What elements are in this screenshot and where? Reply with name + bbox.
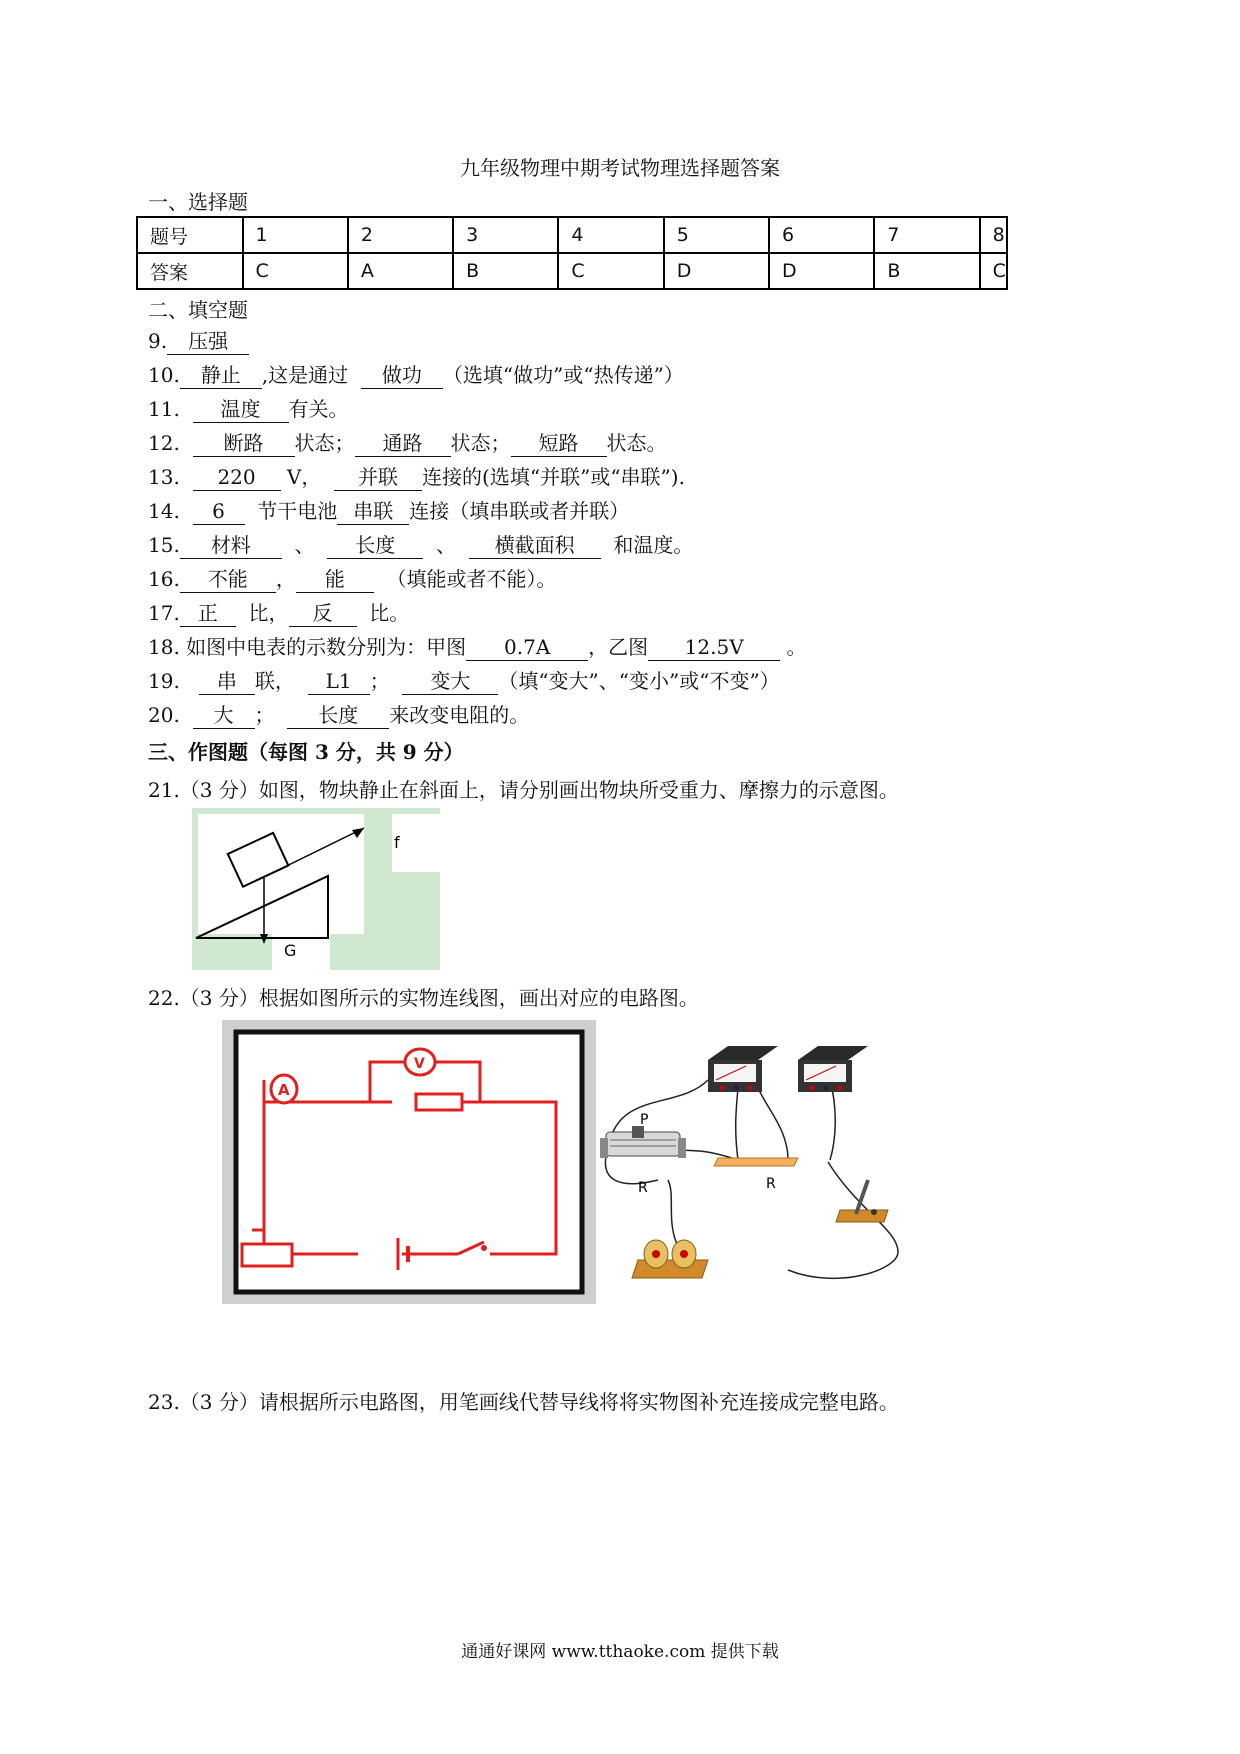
answer-table (136, 216, 1008, 290)
resistor-symbol (416, 1094, 462, 1110)
question-11: 11. 温度 有关。 (148, 397, 349, 421)
question-12: 12. 断路 状态； 通路 状态； 短路 状态。 (148, 431, 667, 455)
ammeter-device (708, 1046, 778, 1092)
voltmeter-label: V (414, 1056, 425, 1072)
voltmeter-device (798, 1046, 868, 1092)
table-row-answers (137, 253, 1007, 289)
answer-blank: 温度 (193, 396, 289, 423)
answer-blank: 短路 (511, 430, 607, 457)
answer-blank: 横截面积 (469, 532, 601, 559)
rheostat-label: R (638, 1180, 648, 1196)
question-15: 15. 材料 、 长度 、 横截面积 和温度。 (148, 533, 694, 557)
question-14: 14. 6 节干电池 串联 连接（填串联或者并联） (148, 499, 630, 523)
question-21-text: 21.（3 分）如图，物块静止在斜面上，请分别画出物块所受重力、摩擦力的示意图。 (148, 778, 899, 802)
answer-blank: 串 (199, 668, 255, 695)
answer-blank: 6 (193, 498, 245, 525)
physical-circuit-figure (598, 1040, 914, 1310)
switch-device (836, 1180, 888, 1222)
slider-label: P (640, 1112, 649, 1128)
table-row-numbers (137, 217, 1007, 253)
resistor-board (714, 1158, 798, 1166)
table-cell: 8 (980, 217, 1007, 253)
table-cell: 3 (453, 217, 558, 253)
answer-blank: L1 (308, 668, 370, 695)
rheostat-symbol (242, 1244, 292, 1266)
question-10: 10. 静止 ,这是通过 做功 （选填“做功”或“热传递”） (148, 363, 684, 387)
answer-blank: 断路 (193, 430, 295, 457)
table-cell: 6 (769, 217, 874, 253)
table-cell: D (664, 253, 769, 289)
answer-blank: 串联 (337, 498, 409, 525)
table-cell: C (243, 253, 348, 289)
answer-blank: 不能 (180, 566, 276, 593)
table-cell: 7 (874, 217, 979, 253)
question-18: 18. 如图中电表的示数分别为：甲图 0.7A ，乙图 12.5V 。 (148, 635, 807, 659)
label-f: f (394, 833, 400, 852)
switch-contact (481, 1245, 487, 1251)
table-cell-label: 题号 (137, 217, 243, 253)
answer-blank: 220 (193, 464, 281, 491)
table-cell: D (769, 253, 874, 289)
footer-text: 通通好课网 www.tthaoke.com 提供下载 (461, 1642, 779, 1662)
ammeter-label: A (278, 1081, 290, 1099)
answer-blank: 通路 (355, 430, 451, 457)
answer-blank: 做功 (361, 362, 443, 389)
question-20: 20. 大 ； 长度 来改变电阻的。 (148, 703, 530, 727)
table-cell: 2 (348, 217, 453, 253)
answer-blank: 0.7A (466, 634, 588, 661)
question-22-text: 22.（3 分）根据如图所示的实物连线图，画出对应的电路图。 (148, 986, 699, 1010)
table-cell: C (558, 253, 663, 289)
question-16: 16. 不能 ， 能 （填能或者不能）。 (148, 567, 557, 591)
answer-blank: 长度 (327, 532, 423, 559)
page-title: 九年级物理中期考试物理选择题答案 (460, 156, 780, 180)
answer-blank: 12.5V (648, 634, 780, 661)
table-cell: C (980, 253, 1007, 289)
table-cell: 4 (558, 217, 663, 253)
answer-blank: 材料 (180, 532, 282, 559)
resistor-label: R (766, 1176, 776, 1192)
battery-device (632, 1240, 708, 1278)
incline-figure (192, 808, 440, 970)
figure-white-area (198, 814, 364, 934)
answer-blank: 变大 (402, 668, 498, 695)
answer-blank: 正 (180, 600, 236, 627)
question-19: 19. 串 联， L1 ； 变大 （填“变大”、“变小”或“不变”） (148, 669, 780, 693)
question-number: 9. (148, 329, 168, 353)
table-cell-label: 答案 (137, 253, 243, 289)
section-drawing-heading: 三、作图题（每图 3 分，共 9 分） (148, 740, 464, 764)
answer-blank: 压强 (167, 328, 249, 355)
label-g: G (284, 941, 297, 960)
question-9 (148, 328, 249, 355)
section-fill-heading: 二、填空题 (148, 298, 248, 322)
circuit-diagram-figure (222, 1020, 596, 1304)
question-17: 17. 正 比， 反 比。 (148, 601, 410, 625)
answer-blank: 长度 (287, 702, 389, 729)
table-cell: 1 (243, 217, 348, 253)
table-cell: 5 (664, 217, 769, 253)
question-13: 13. 220 V， 并联 连接的(选填“并联”或“串联”). (148, 465, 685, 489)
answer-blank: 并联 (334, 464, 422, 491)
answer-blank: 静止 (180, 362, 262, 389)
answer-blank: 大 (193, 702, 255, 729)
answer-blank: 能 (296, 566, 374, 593)
table-cell: B (453, 253, 558, 289)
answer-blank: 反 (289, 600, 357, 627)
section-choice-heading: 一、选择题 (148, 190, 248, 214)
question-23-text: 23.（3 分）请根据所示电路图，用笔画线代替导线将将实物图补充连接成完整电路。 (148, 1390, 899, 1414)
table-cell: A (348, 253, 453, 289)
label-box-g (272, 926, 330, 970)
table-cell: B (874, 253, 979, 289)
